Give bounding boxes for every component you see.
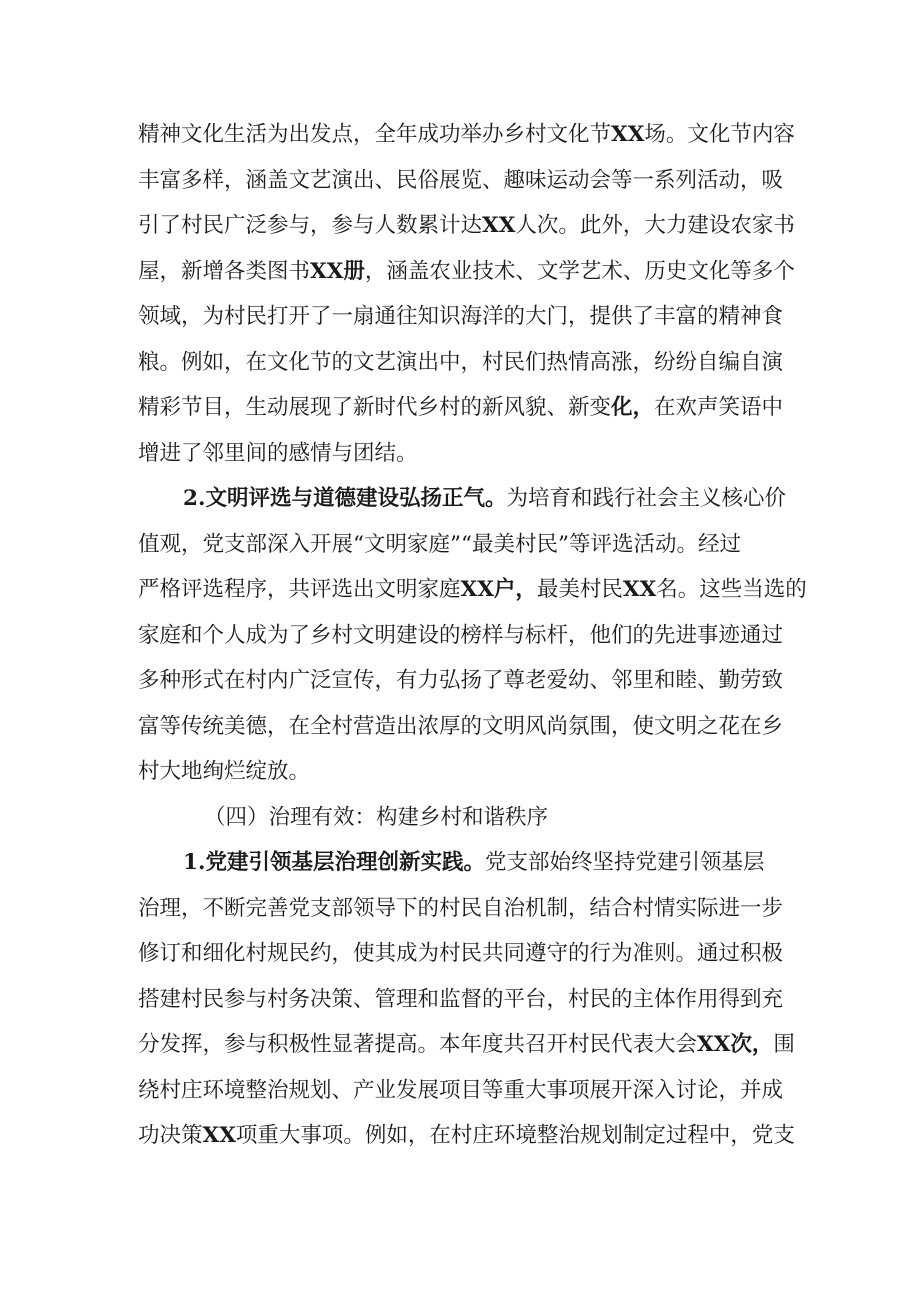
text-run: 增进了邻里间的感情与团结。 — [138, 440, 418, 466]
text-run: 精彩节目，生动展现了新时代乡村的新风貌、新变 — [138, 395, 612, 420]
text-line — [138, 977, 788, 1023]
text-run: 领域，为村民打开了一扇通往知识海洋的大门，提供了丰富的精神食 — [138, 304, 784, 329]
bold-text-run: XX — [482, 213, 516, 238]
text-run: 屋，新增各类图书 — [138, 258, 311, 284]
bold-text-run: XX — [611, 122, 645, 147]
text-run: 家庭和个人成为了乡村文明建设的榜样与标杆，他们的先进事迹通过 — [138, 622, 784, 648]
text-line — [138, 886, 788, 932]
document-page — [138, 112, 807, 1159]
bold-text-run: 化， — [611, 395, 655, 420]
text-run: 多种形式在村内广泛宣传，有力弘扬了尊老爱幼、邻里和睦、勤劳致 — [138, 668, 784, 693]
text-run: 值观，党支部深入开展“文明家庭”“最美村民”等评选活动。经过 — [138, 531, 741, 557]
text-line — [138, 385, 788, 431]
text-line — [138, 249, 795, 295]
text-run: 在欢声笑语中 — [654, 395, 784, 420]
text-run: 搭建村民参与村务决策、管理和监督的平台，村民的主体作用得到充 — [138, 986, 784, 1012]
text-line — [138, 1022, 795, 1068]
text-run: 村大地绚烂绽放。 — [138, 759, 311, 784]
text-run: 为培育和践行社会主义核心价 — [506, 486, 786, 511]
text-run: 功决策 — [138, 1123, 203, 1148]
text-run: 引了村民广泛参与，参与人数累计达 — [138, 213, 483, 238]
text-line — [138, 840, 788, 886]
text-line — [138, 294, 788, 340]
bold-text-run: XX — [202, 1123, 236, 1148]
text-line — [138, 704, 788, 750]
text-line — [138, 613, 788, 659]
bold-text-run: 2.文明评选与道德建设弘扬正气。 — [183, 486, 507, 511]
paragraph-3 — [138, 840, 795, 1159]
text-run: ，涵盖农业技术、文学艺术、历史文化等多个 — [364, 258, 795, 284]
text-run: 粮。例如，在文化节的文艺演出中，村民们热情高涨，纷纷自编自演 — [138, 349, 784, 375]
text-run: 富等传统美德，在全村营造出浓厚的文明风尚氛围，使文明之花在乡 — [138, 713, 784, 739]
text-line — [138, 431, 788, 477]
text-line — [138, 567, 807, 613]
text-line — [138, 112, 795, 158]
text-line — [138, 1113, 795, 1159]
text-line — [138, 931, 788, 977]
text-run: 丰富多样，涵盖文艺演出、民俗展览、趣味运动会等一系列活动，吸 — [138, 167, 784, 193]
text-run: 分发挥，参与积极性显著提高。本年度共召开村民代表大会 — [138, 1032, 698, 1057]
text-line — [138, 658, 788, 704]
text-run: 场。文化节内容 — [644, 122, 795, 147]
paragraph-1 — [138, 112, 795, 476]
paragraph-2 — [138, 476, 807, 795]
text-run: 治理，不断完善党支部领导下的村民自治机制，结合村情实际进一步 — [138, 895, 784, 921]
text-run: 严格评选程序，共评选出文明家庭 — [138, 577, 461, 602]
text-line — [138, 203, 795, 249]
text-line — [138, 158, 788, 204]
text-run: 最美村民 — [536, 577, 623, 602]
text-line — [138, 476, 788, 522]
text-run: 人次。此外，大力建设农家书 — [515, 213, 795, 238]
text-run: 项重大事项。例如，在村庄环境整治规划制定过程中，党支 — [235, 1123, 795, 1148]
text-line — [138, 340, 788, 386]
text-run: 精神文化生活为出发点，全年成功举办乡村文化节 — [138, 122, 612, 147]
text-line — [138, 522, 788, 568]
text-run: 修订和细化村规民约，使其成为村民共同遵守的行为准则。通过积极 — [138, 941, 784, 966]
text-run: 绕村庄环境整治规划、产业发展项目等重大事项展开深入讨论，并成 — [138, 1077, 784, 1103]
text-run: 党支部始终坚持党建引领基层 — [484, 850, 765, 875]
bold-text-run: XX次， — [697, 1032, 774, 1057]
text-run: 围 — [773, 1032, 795, 1057]
bold-text-run: 1.党建引领基层治理创新实践。 — [183, 850, 485, 875]
text-run: 名。这些当选的 — [656, 577, 807, 602]
bold-text-run: XX册 — [310, 258, 365, 284]
bold-text-run: XX — [622, 577, 657, 602]
bold-text-run: XX户， — [460, 577, 537, 602]
text-line — [138, 1068, 788, 1114]
section-heading: （四）治理有效：构建乡村和谐秩序 — [204, 804, 549, 830]
text-line — [138, 749, 788, 795]
